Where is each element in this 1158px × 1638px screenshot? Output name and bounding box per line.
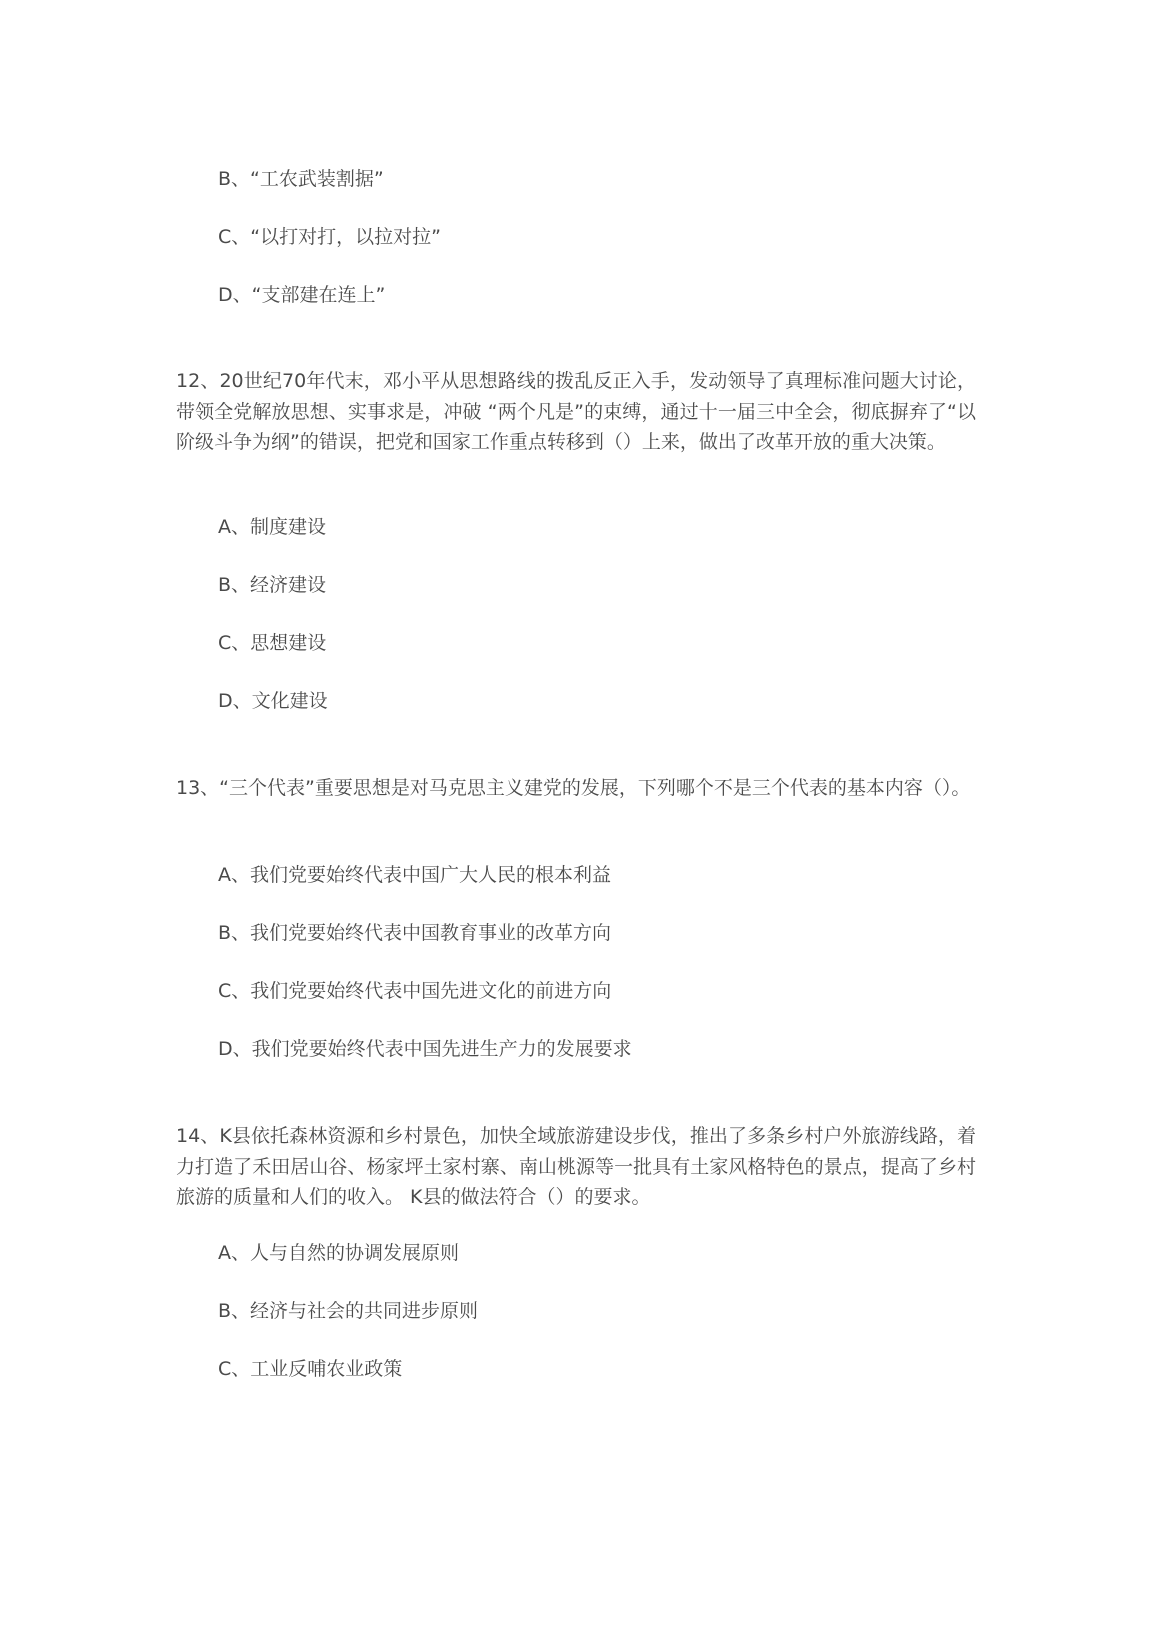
q13-option-d: D、我们党要始终代表中国先进生产力的发展要求 [218,1038,632,1060]
q13-option-c: C、我们党要始终代表中国先进文化的前进方向 [218,980,612,1002]
q12-stem: 12、20世纪70年代末，邓小平从思想路线的拨乱反正入手，发动领导了真理标准问题大讨论，带领全党解放思想、实事求是，冲破 “两个凡是”的束缚，通过十一届三中全会，彻底摒弃了“以阶级斗争为纲”的错误，把党和国家工作重点转移到（）上来，做出了改革开放的重大决策。 [176,370,976,453]
q13-option-b: B、我们党要始终代表中国教育事业的改革方向 [218,922,612,944]
q11-option-b: B、“工农武装割据” [218,168,384,190]
q12-option-c: C、思想建设 [218,632,327,654]
q12-option-a: A、制度建设 [218,516,326,538]
q14-option-b: B、经济与社会的共同进步原则 [218,1300,479,1322]
q12-option-d: D、文化建设 [218,690,328,712]
q11-option-c: C、“以打对打，以拉对拉” [218,226,441,248]
q12-option-b: B、经济建设 [218,574,327,596]
q14-option-c: C、工业反哺农业政策 [218,1358,403,1380]
q11-option-d: D、“支部建在连上” [218,284,386,306]
q14-stem: 14、K县依托森林资源和乡村景色，加快全域旅游建设步伐，推出了多条乡村户外旅游线路，着力打造了禾田居山谷、杨家坪土家村寨、南山桃源等一批具有土家风格特色的景点，提高了乡村旅游的质量和人们的收入。 K县的做法符合（）的要求。 [176,1125,976,1208]
q14-option-a: A、人与自然的协调发展原则 [218,1242,459,1264]
q13-option-a: A、我们党要始终代表中国广大人民的根本利益 [218,864,611,886]
q13-stem: 13、“三个代表”重要思想是对马克思主义建党的发展，下列哪个不是三个代表的基本内容（）。 [176,777,971,799]
